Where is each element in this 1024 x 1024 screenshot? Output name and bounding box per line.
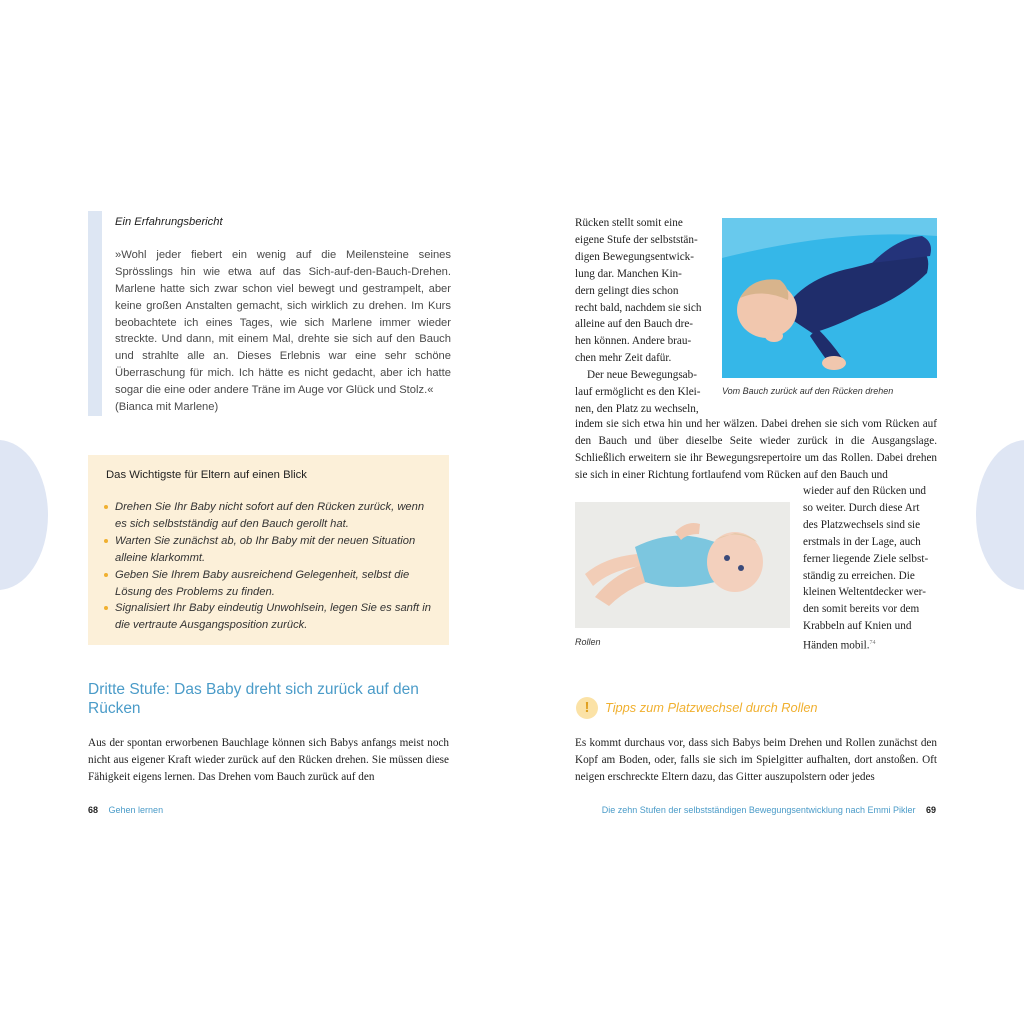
right-column-text-2 [803, 483, 937, 655]
section-body [88, 735, 449, 786]
text-line: den somit bereits vor dem [803, 603, 920, 616]
key-points-box [88, 455, 449, 645]
text-line: Krabbeln auf Knien und [803, 620, 912, 633]
text-line: recht bald, nachdem sie sich [575, 301, 702, 314]
text-line: ferner liegende Ziele selbst- [803, 552, 929, 565]
section-body-text: Aus der spontan erworbenen Bauchlage können sich Babys anfangs meist noch nicht aus eigener Kraft wieder zurück auf den Rücken drehen. Sie müssen diese Fähigkeit eigens lernen. Das Drehen vom Bauch zurück auf den [88, 737, 449, 783]
text-line: dern gelingt dies schon [575, 284, 679, 297]
text-line: erstmals in der Lage, auch [803, 535, 921, 548]
text-line: Rücken stellt somit eine [575, 217, 683, 229]
text-line: ständig zu erreichen. Die [803, 569, 915, 582]
text-line: Der neue Bewegungsab- [587, 369, 697, 382]
right-column-text-1 [575, 215, 708, 418]
footer-left [88, 805, 163, 815]
text-line: lung dar. Manchen Kin- [575, 267, 682, 280]
text-line: so weiter. Durch diese Art [803, 501, 920, 514]
text-line: digen Bewegungsentwick- [575, 250, 694, 263]
text-line [803, 635, 937, 655]
report-quote: »Wohl jeder fiebert ein wenig auf die Meilensteine seines Sprösslings hin wie etwa auf das Sich-auf-den-Bauch-Drehen. Marlene hatte sich zwar schon viel bewegt und gestrampelt, aber keine großen Anstalten gemacht, sich wirklich zu drehen. Im Kurs beobachtete ich eines Tages, wie sich Marlene immer wieder streckte. Und dann, mit einem Mal, drehte sie sich auf den Bauch und strahlte alle an. Dieses Erlebnis war eine sehr schöne Überraschung für mich. Ich hätte es nicht gedacht, aber ich hatte sogar die eine oder andere Träne im Auge vor Glück und Stolz.« [115, 248, 451, 397]
key-point-item: Signalisiert Ihr Baby eindeutig Unwohlsein, legen Sie es sanft in die vertraute Ausgangsposition zurück. [104, 600, 434, 634]
right-side-decoration [976, 440, 1024, 590]
report-author: (Bianca mit Marlene) [115, 401, 219, 414]
page-number-right: 69 [925, 805, 936, 815]
baby-tummy-illustration [722, 218, 937, 378]
text-line: eigene Stufe der selbststän- [575, 233, 698, 246]
section-heading: Dritte Stufe: Das Baby dreht sich zurück auf den Rücken [88, 681, 419, 717]
key-point-item: Geben Sie Ihrem Baby ausreichend Gelegenheit, selbst die Lösung des Problems zu finden. [104, 567, 434, 601]
full-width-paragraph: indem sie sich etwa hin und her wälzen. Dabei drehen sie sich vom Rücken auf den Bauch und über dieselbe Seite wieder zurück in die Ausgangslage. Schließlich erweitern sie ihr Bewegungsrepertoire um das Rollen. Dabei drehen sie sich in einer Richtung fortlaufend vom Rücken auf den Bauch und [575, 418, 937, 481]
last-line-text: Händen mobil. [803, 639, 870, 652]
key-point-item: Drehen Sie Ihr Baby nicht sofort auf den Rücken zurück, wenn es sich selbstständig auf den Bauch gerollt hat. [104, 499, 434, 533]
footer-right-title: Die zehn Stufen der selbstständigen Bewegungsentwicklung nach Emmi Pikler [601, 805, 916, 815]
key-point-item: Warten Sie zunächst ab, ob Ihr Baby mit der neuen Situation alleine klarkommt. [104, 533, 434, 567]
right-full-width-text [575, 416, 937, 484]
key-points-list [104, 499, 434, 634]
text-line: des Platzwechsels sind sie [803, 518, 921, 531]
text-line: wieder auf den Rücken und [803, 485, 927, 497]
photo-baby-rolling [575, 502, 790, 628]
footnote-mark: 74 [869, 640, 876, 647]
text-line: hen können. Andere brau- [575, 335, 692, 348]
experience-report [115, 214, 451, 416]
tip-body [575, 735, 937, 786]
footer-left-title: Gehen lernen [108, 805, 164, 815]
key-points-title: Das Wichtigste für Eltern auf einen Blick [106, 469, 307, 481]
text-line: kleinen Weltentdecker wer- [803, 586, 926, 599]
text-line: nen, den Platz zu wechseln, [575, 402, 699, 415]
text-line: chen mehr Zeit dafür. [575, 352, 672, 365]
report-accent-bar [88, 211, 102, 416]
footer-right [602, 805, 936, 815]
report-title: Ein Erfahrungsbericht [115, 216, 223, 228]
text-line: lauf ermöglicht es den Klei- [575, 386, 701, 399]
caption-photo-2: Rollen [575, 637, 601, 647]
page-number-left: 68 [88, 805, 99, 815]
tip-body-text: Es kommt durchaus vor, dass sich Babys beim Drehen und Rollen zunächst den Kopf am Boden, oder, falls sie sich im Spielgitter aufhalten, dort anstoßen. Oft neigen erschreckte Eltern dazu, das Gitter auszupolstern oder jedes [575, 737, 937, 783]
text-line: alleine auf den Bauch dre- [575, 318, 694, 331]
exclamation-icon: ! [576, 697, 598, 719]
photo-baby-tummy [722, 218, 937, 378]
baby-rolling-illustration [575, 502, 790, 628]
caption-photo-1: Vom Bauch zurück auf den Rücken drehen [722, 386, 894, 396]
left-side-decoration [0, 440, 48, 590]
tip-heading: Tipps zum Platzwechsel durch Rollen [605, 700, 818, 715]
